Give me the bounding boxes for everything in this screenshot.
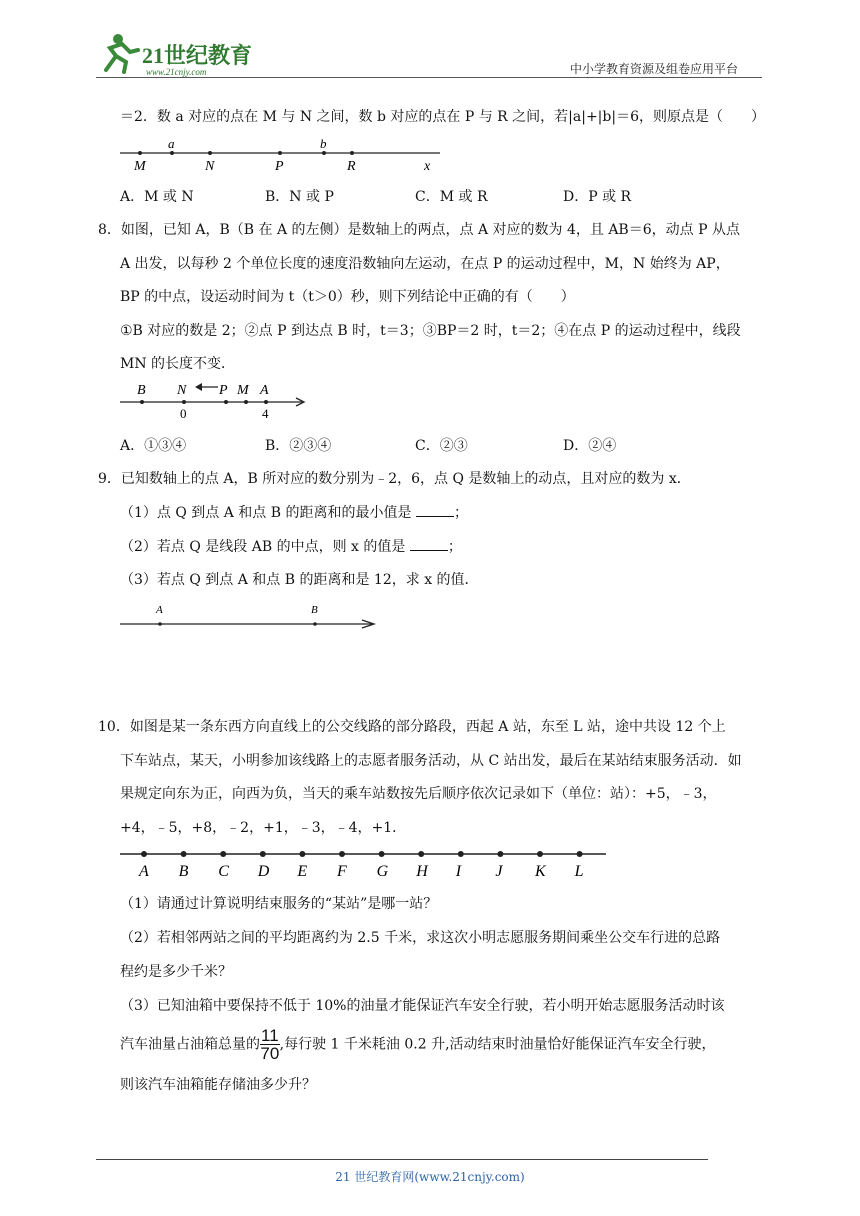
q7-label-n: N: [205, 159, 215, 174]
station-dot-d: [260, 851, 266, 857]
q7-option-b[interactable]: B．N 或 P: [265, 189, 334, 205]
q8-label-m: M: [237, 383, 249, 398]
q7-label-a: a: [168, 136, 175, 151]
q10-sub-3b-post: ,每行驶 1 千米耗油 0.2 升,活动结束时油量恰好能保证汽车安全行驶，: [279, 1036, 716, 1053]
answer-blank-2[interactable]: [410, 538, 448, 551]
q9-number-line: [118, 600, 380, 634]
q7-point-n: [208, 151, 212, 155]
logo-text: 21世纪教育: [142, 43, 253, 68]
station-label-b: B: [178, 863, 189, 880]
q7-option-d[interactable]: D．P 或 R: [563, 189, 632, 205]
fraction-denominator: 70: [260, 1044, 280, 1063]
station-label-l: L: [574, 863, 584, 880]
q8-number-line: [118, 380, 318, 424]
q8-tick-4: 4: [262, 406, 269, 421]
q8-line-2: A 出发，以每秒 2 个单位长度的速度沿数轴向左运动，在点 P 的运动过程中，M，N 始终为 AP，: [120, 256, 730, 272]
station-dot-a: [141, 851, 147, 857]
station-dot-e: [299, 851, 305, 857]
q7-label-p: P: [275, 159, 284, 174]
q7-point-b: [322, 151, 326, 155]
q7-label-r: R: [347, 159, 356, 174]
station-dot-j: [497, 851, 503, 857]
q8-line-1: 8．如图，已知 A，B（B 在 A 的左侧）是数轴上的两点，点 A 对应的数为 4，且 AB＝6，动点 P 从点: [98, 222, 740, 238]
station-label-i: I: [455, 863, 462, 880]
station-dot-f: [339, 851, 345, 857]
q10-station-line: [118, 842, 610, 882]
q9-label-b: B: [311, 604, 318, 616]
q9-sub-1: [120, 502, 468, 522]
q10-line-4: +4，﹣5，+8，﹣2，+1，﹣3，﹣4，+1．: [120, 820, 407, 836]
q8-label-a: A: [260, 383, 269, 398]
station-dot-b: [181, 851, 187, 857]
footer-divider: [96, 1159, 708, 1160]
fraction-numerator: 11: [261, 1026, 279, 1045]
q8-option-b[interactable]: B．②③④: [265, 438, 332, 454]
q9-sub-2: [120, 536, 462, 556]
q8-label-b: B: [137, 383, 146, 398]
answer-blank-1[interactable]: [416, 504, 454, 517]
q7-number-line: [118, 136, 448, 176]
q9-label-a: A: [156, 604, 163, 616]
q10-sub-3a: （3）已知油箱中要保持不低于 10%的油量才能保证汽车安全行驶，若小明开始志愿服务活动时该: [120, 998, 725, 1014]
station-label-a: A: [139, 863, 149, 880]
station-dot-k: [537, 851, 543, 857]
q7-point-p: [278, 151, 282, 155]
q8-line-4: ①B 对应的数是 2；②点 P 到达点 B 时，t＝3；③BP＝2 时，t＝2；④在点 P 的运动过程中，线段: [120, 323, 741, 339]
q8-line-3: BP 的中点，设运动时间为 t（t＞0）秒，则下列结论中正确的有（ ）: [120, 289, 575, 305]
q8-tick-0: 0: [180, 406, 187, 421]
fraction: [260, 1027, 280, 1062]
q10-sub-2b: 程约是多少千米？: [120, 964, 232, 980]
q7-point-r: [350, 151, 354, 155]
q8-line-5: MN 的长度不变．: [120, 356, 236, 372]
q7-point-a: [170, 151, 174, 155]
station-dot-c: [220, 851, 226, 857]
q10-sub-3b: [120, 1027, 716, 1062]
q9-sub-2-text: （2）若点 Q 是线段 AB 的中点，则 x 的值是: [120, 539, 406, 555]
station-dot-g: [379, 851, 385, 857]
station-label-g: G: [376, 863, 389, 880]
q10-sub-3b-pre: 汽车油量占油箱总量的: [120, 1036, 260, 1053]
q8-label-p: P: [219, 383, 228, 398]
q8-option-c[interactable]: C．②③: [415, 438, 468, 454]
q9-sub-1-text: （1）点 Q 到点 A 和点 B 的距离和的最小值是: [120, 505, 412, 521]
q9-stem: 9．已知数轴上的点 A，B 所对应的数分别为﹣2，6，点 Q 是数轴上的动点，且对应的数为 x．: [98, 471, 691, 487]
q7-option-c[interactable]: C．M 或 R: [415, 189, 488, 205]
q10-line-1: 10．如图是某一条东西方向直线上的公交线路的部分路段，西起 A 站，东至 L 站，途中共设 12 个上: [98, 719, 726, 735]
q7-option-a[interactable]: A．M 或 N: [120, 189, 194, 205]
q10-sub-1: （1）请通过计算说明结束服务的“某站”是哪一站？: [120, 896, 438, 912]
q7-label-b: b: [320, 136, 327, 151]
q9-sub-3: （3）若点 Q 到点 A 和点 B 的距离和是 12，求 x 的值．: [120, 572, 479, 588]
station-label-k: K: [535, 863, 546, 880]
station-dot-i: [458, 851, 464, 857]
q10-line-2: 下车站点，某天，小明参加该线路上的志愿者服务活动，从 C 站出发，最后在某站结束服务活动．如: [120, 753, 742, 769]
q7-point-m: [138, 151, 142, 155]
header-divider: [96, 77, 762, 78]
q7-text: ＝2．数 a 对应的点在 M 与 N 之间，数 b 对应的点在 P 与 R 之间，若|a|+|b|＝6，则原点是（ ）: [120, 109, 765, 125]
q10-sub-2a: （2）若相邻两站之间的平均距离约为 2.5 千米，求这次小明志愿服务期间乘坐公交车行进的总路: [120, 930, 721, 946]
platform-name: 中小学教育资源及组卷应用平台: [570, 62, 739, 76]
station-label-e: E: [297, 863, 308, 880]
q8-option-d[interactable]: D．②④: [563, 438, 617, 454]
q8-label-n: N: [177, 383, 187, 398]
station-label-h: H: [416, 863, 428, 880]
q9-sub-1-end: ；: [453, 505, 468, 521]
station-label-c: C: [218, 863, 229, 880]
station-label-f: F: [337, 863, 347, 880]
station-dot-l: [577, 851, 583, 857]
runner-logo-icon: [96, 30, 266, 80]
station-label-j: J: [495, 863, 503, 880]
q7-label-x: x: [424, 159, 431, 174]
q8-option-a[interactable]: A．①③④: [120, 438, 187, 454]
q10-sub-3c: 则该汽车油箱能存储油多少升？: [120, 1077, 316, 1093]
station-label-d: D: [257, 863, 270, 880]
q7-label-m: M: [134, 159, 146, 174]
footer-link[interactable]: 21 世纪教育网(www.21cnjy.com): [335, 1170, 525, 1184]
logo-url: www.21cnjy.com: [146, 67, 207, 77]
station-dot-h: [418, 851, 424, 857]
q10-line-3: 果规定向东为正，向西为负，当天的乘车站数按先后顺序依次记录如下（单位：站）：+5，﹣3，: [120, 786, 717, 802]
q9-sub-2-end: ；: [447, 539, 462, 555]
site-logo: [96, 30, 266, 80]
